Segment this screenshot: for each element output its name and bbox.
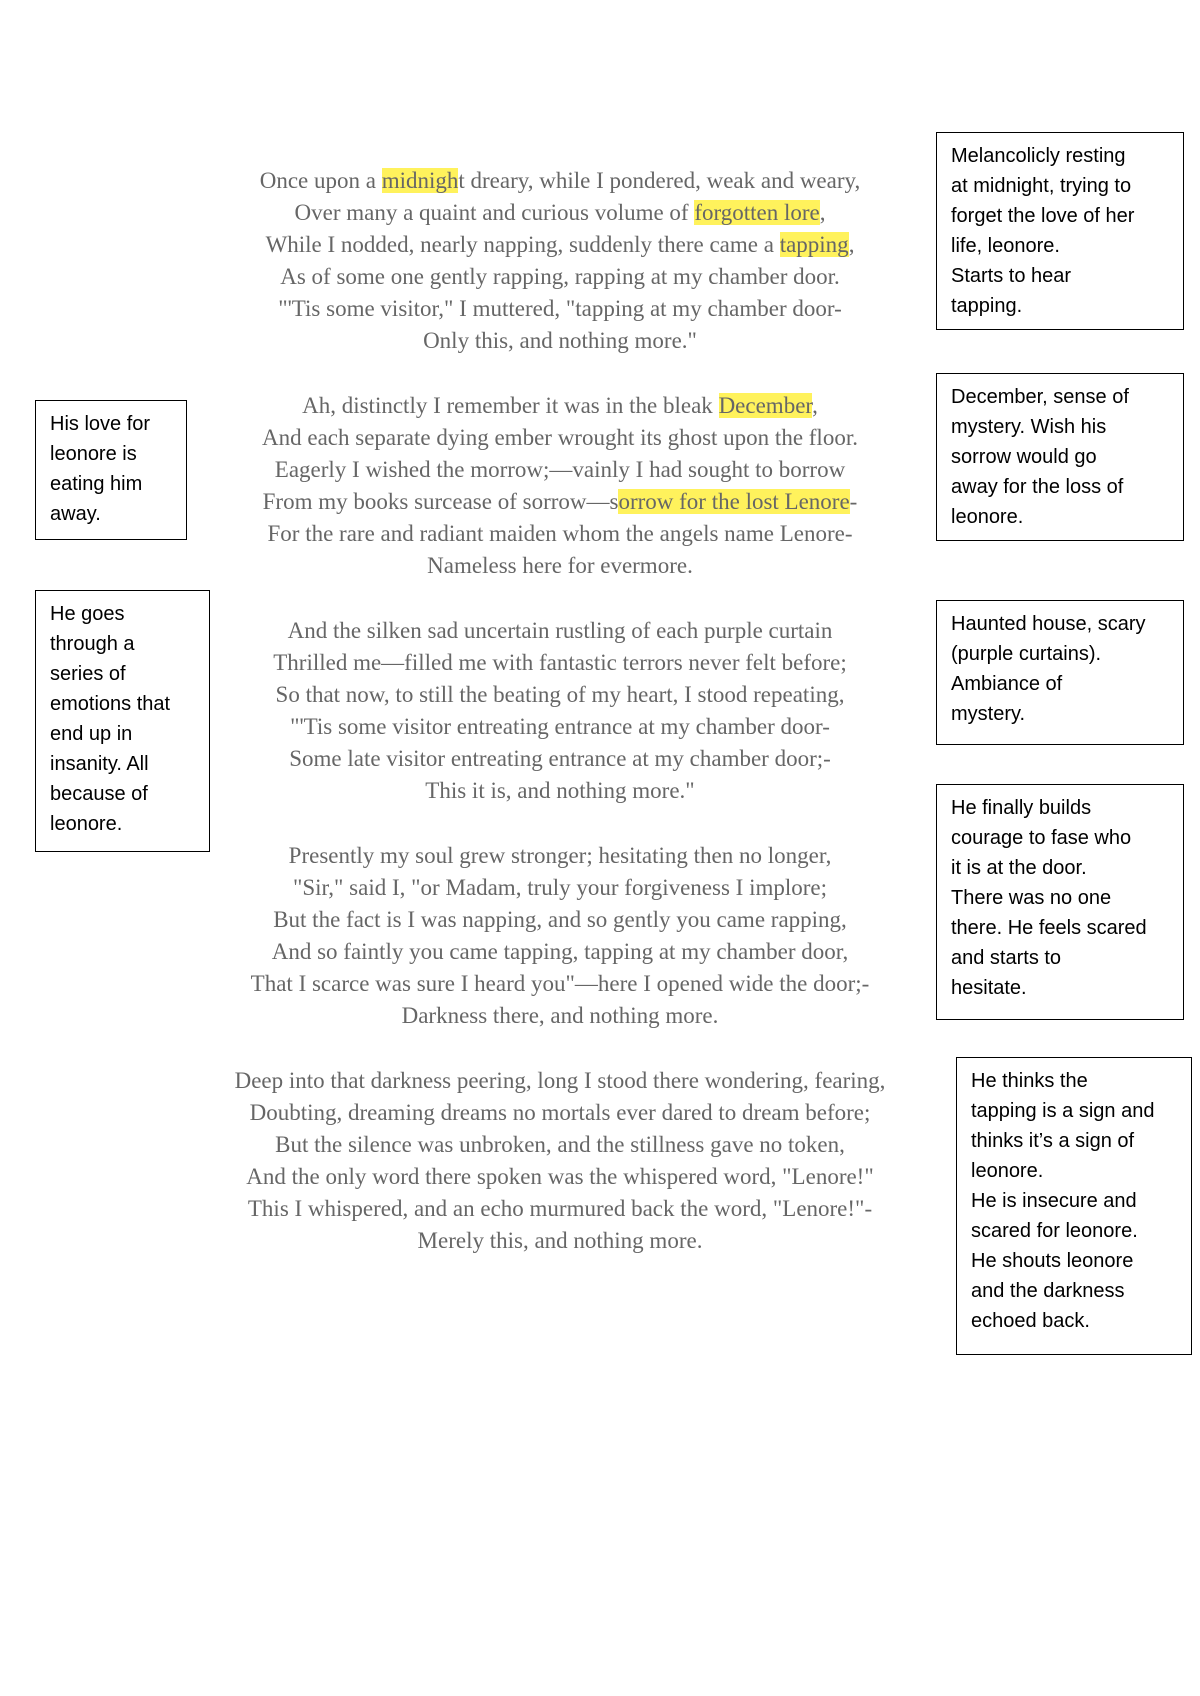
line-text: , — [812, 393, 818, 418]
poem-line — [160, 1129, 960, 1161]
note-right-2 — [936, 373, 1184, 541]
note-line: life, leonore. — [951, 235, 1060, 257]
line-text: As of some one gently rapping, rapping at my chamber door. — [280, 264, 840, 289]
note-line: thinks it’s a sign of — [971, 1130, 1135, 1152]
line-text: Deep into that darkness peering, long I stood there wondering, fearing, — [234, 1068, 886, 1093]
highlighted-text: tapping — [779, 232, 849, 257]
note-line: eating him — [50, 473, 143, 495]
note-line: emotions that — [50, 693, 171, 715]
line-text: "'Tis some visitor entreating entrance at my chamber door- — [290, 714, 830, 739]
poem-line — [160, 1161, 960, 1193]
note-line: leonore. — [951, 506, 1024, 528]
poem-stanza-5 — [160, 1065, 960, 1257]
note-line: because of — [50, 783, 148, 805]
note-line: tapping. — [951, 295, 1023, 317]
poem-line — [160, 743, 960, 775]
line-text: And so faintly you came tapping, tapping at my chamber door, — [271, 939, 849, 964]
line-text: This I whispered, and an echo murmured back the word, "Lenore!"- — [247, 1196, 873, 1221]
note-line: He goes — [50, 603, 125, 625]
note-left-1 — [35, 400, 187, 540]
poem-line — [160, 1225, 960, 1257]
poem-stanza-1 — [160, 165, 960, 357]
note-line: insanity. All — [50, 753, 149, 775]
poem-stanza-4 — [160, 840, 960, 1032]
poem-line — [160, 550, 960, 582]
note-line: there. He feels scared — [951, 917, 1147, 939]
line-text: But the silence was unbroken, and the stillness gave no token, — [275, 1132, 845, 1157]
line-text: This it is, and nothing more." — [425, 778, 695, 803]
note-line: and the darkness — [971, 1280, 1125, 1302]
line-text: And the silken sad uncertain rustling of each purple curtain — [287, 618, 833, 643]
line-text: Once upon a — [259, 168, 382, 193]
note-line: sorrow would go — [951, 446, 1097, 468]
line-text: While I nodded, nearly napping, suddenly there came a — [265, 232, 780, 257]
line-text: Some late visitor entreating entrance at my chamber door;- — [289, 746, 831, 771]
poem-line — [160, 679, 960, 711]
note-line: it is at the door. — [951, 857, 1087, 879]
line-text: Darkness there, and nothing more. — [401, 1003, 719, 1028]
note-line: He is insecure and — [971, 1190, 1137, 1212]
note-line: series of — [50, 663, 126, 685]
note-line: mystery. — [951, 703, 1026, 725]
poem-line — [160, 904, 960, 936]
poem-line — [160, 711, 960, 743]
note-line: scared for leonore. — [971, 1220, 1138, 1242]
note-line: leonore is — [50, 443, 137, 465]
poem-line — [160, 647, 960, 679]
line-text: But the fact is I was napping, and so gently you came rapping, — [273, 907, 847, 932]
poem-line — [160, 390, 960, 422]
line-text: And the only word there spoken was the whispered word, "Lenore!" — [246, 1164, 874, 1189]
poem-line — [160, 422, 960, 454]
line-text: "'Tis some visitor," I muttered, "tapping at my chamber door- — [278, 296, 842, 321]
poem-line — [160, 615, 960, 647]
note-line: Haunted house, scary — [951, 613, 1146, 635]
poem-line — [160, 261, 960, 293]
line-text: Eagerly I wished the morrow;—vainly I had sought to borrow — [274, 457, 846, 482]
note-line: He shouts leonore — [971, 1250, 1134, 1272]
note-line: and starts to — [951, 947, 1062, 969]
line-text: "Sir," said I, "or Madam, truly your forgiveness I implore; — [292, 875, 827, 900]
poem-line — [160, 968, 960, 1000]
line-text: - — [849, 489, 858, 514]
note-line: hesitate. — [951, 977, 1027, 999]
note-line: He finally builds — [951, 797, 1092, 819]
note-line: through a — [50, 633, 135, 655]
note-line: Ambiance of — [951, 673, 1063, 695]
note-line: at midnight, trying to — [951, 175, 1132, 197]
line-text: That I scarce was sure I heard you"—here I opened wide the door;- — [250, 971, 870, 996]
note-line: echoed back. — [971, 1310, 1090, 1332]
poem-line — [160, 293, 960, 325]
poem-line — [160, 1065, 960, 1097]
note-right-4 — [936, 784, 1184, 1020]
highlighted-text: midnigh — [381, 168, 459, 193]
note-line: leonore. — [971, 1160, 1044, 1182]
line-text: , — [819, 200, 826, 225]
line-text: , — [848, 232, 855, 257]
poem-line — [160, 775, 960, 807]
line-text: Only this, and nothing more." — [423, 328, 697, 353]
poem-line — [160, 872, 960, 904]
line-text: Ah, distinctly I remember it was in the bleak — [302, 393, 719, 418]
line-text: So that now, to still the beating of my heart, I stood repeating, — [275, 682, 845, 707]
note-right-5 — [956, 1057, 1192, 1355]
poem-line — [160, 486, 960, 518]
poem-line — [160, 197, 960, 229]
line-text: For the rare and radiant maiden whom the angels name Lenore- — [267, 521, 853, 546]
note-line: There was no one — [951, 887, 1112, 909]
poem-line — [160, 165, 960, 197]
note-line: Starts to hear — [951, 265, 1072, 287]
note-line: December, sense of — [951, 386, 1129, 408]
poem-line — [160, 840, 960, 872]
note-line: forget the love of her — [951, 205, 1135, 227]
line-text: Over many a quaint and curious volume of — [294, 200, 695, 225]
line-text: Nameless here for evermore. — [427, 553, 693, 578]
poem-stanza-3 — [160, 615, 960, 807]
note-left-2 — [35, 590, 210, 852]
line-text: Merely this, and nothing more. — [417, 1228, 703, 1253]
highlighted-text: orrow for the lost Lenore — [618, 489, 850, 514]
note-right-1 — [936, 132, 1184, 330]
line-text: From my books surcease of sorrow—s — [262, 489, 619, 514]
note-line: end up in — [50, 723, 133, 745]
line-text: t dreary, while I pondered, weak and weary, — [458, 168, 861, 193]
line-text: Doubting, dreaming dreams no mortals ever dared to dream before; — [249, 1100, 871, 1125]
poem-line — [160, 1000, 960, 1032]
poem-line — [160, 454, 960, 486]
note-line: He thinks the — [971, 1070, 1088, 1092]
poem-stanza-2 — [160, 390, 960, 582]
line-text: Presently my soul grew stronger; hesitating then no longer, — [288, 843, 832, 868]
note-line: mystery. Wish his — [951, 416, 1107, 438]
poem-line — [160, 1097, 960, 1129]
highlighted-text: December — [718, 393, 813, 418]
poem-line — [160, 325, 960, 357]
note-line: (purple curtains). — [951, 643, 1102, 665]
note-right-3 — [936, 600, 1184, 745]
note-line: His love for — [50, 413, 151, 435]
note-line: courage to fase who — [951, 827, 1132, 849]
poem-line — [160, 1193, 960, 1225]
poem-line — [160, 229, 960, 261]
note-line: leonore. — [50, 813, 123, 835]
line-text: And each separate dying ember wrought its ghost upon the floor. — [262, 425, 858, 450]
poem-line — [160, 936, 960, 968]
note-line: tapping is a sign and — [971, 1100, 1155, 1122]
note-line: away. — [50, 503, 101, 525]
poem-line — [160, 518, 960, 550]
note-line: away for the loss of — [951, 476, 1124, 498]
note-line: Melancolicly resting — [951, 145, 1126, 167]
line-text: Thrilled me—filled me with fantastic terrors never felt before; — [273, 650, 847, 675]
highlighted-text: forgotten lore — [694, 200, 820, 225]
